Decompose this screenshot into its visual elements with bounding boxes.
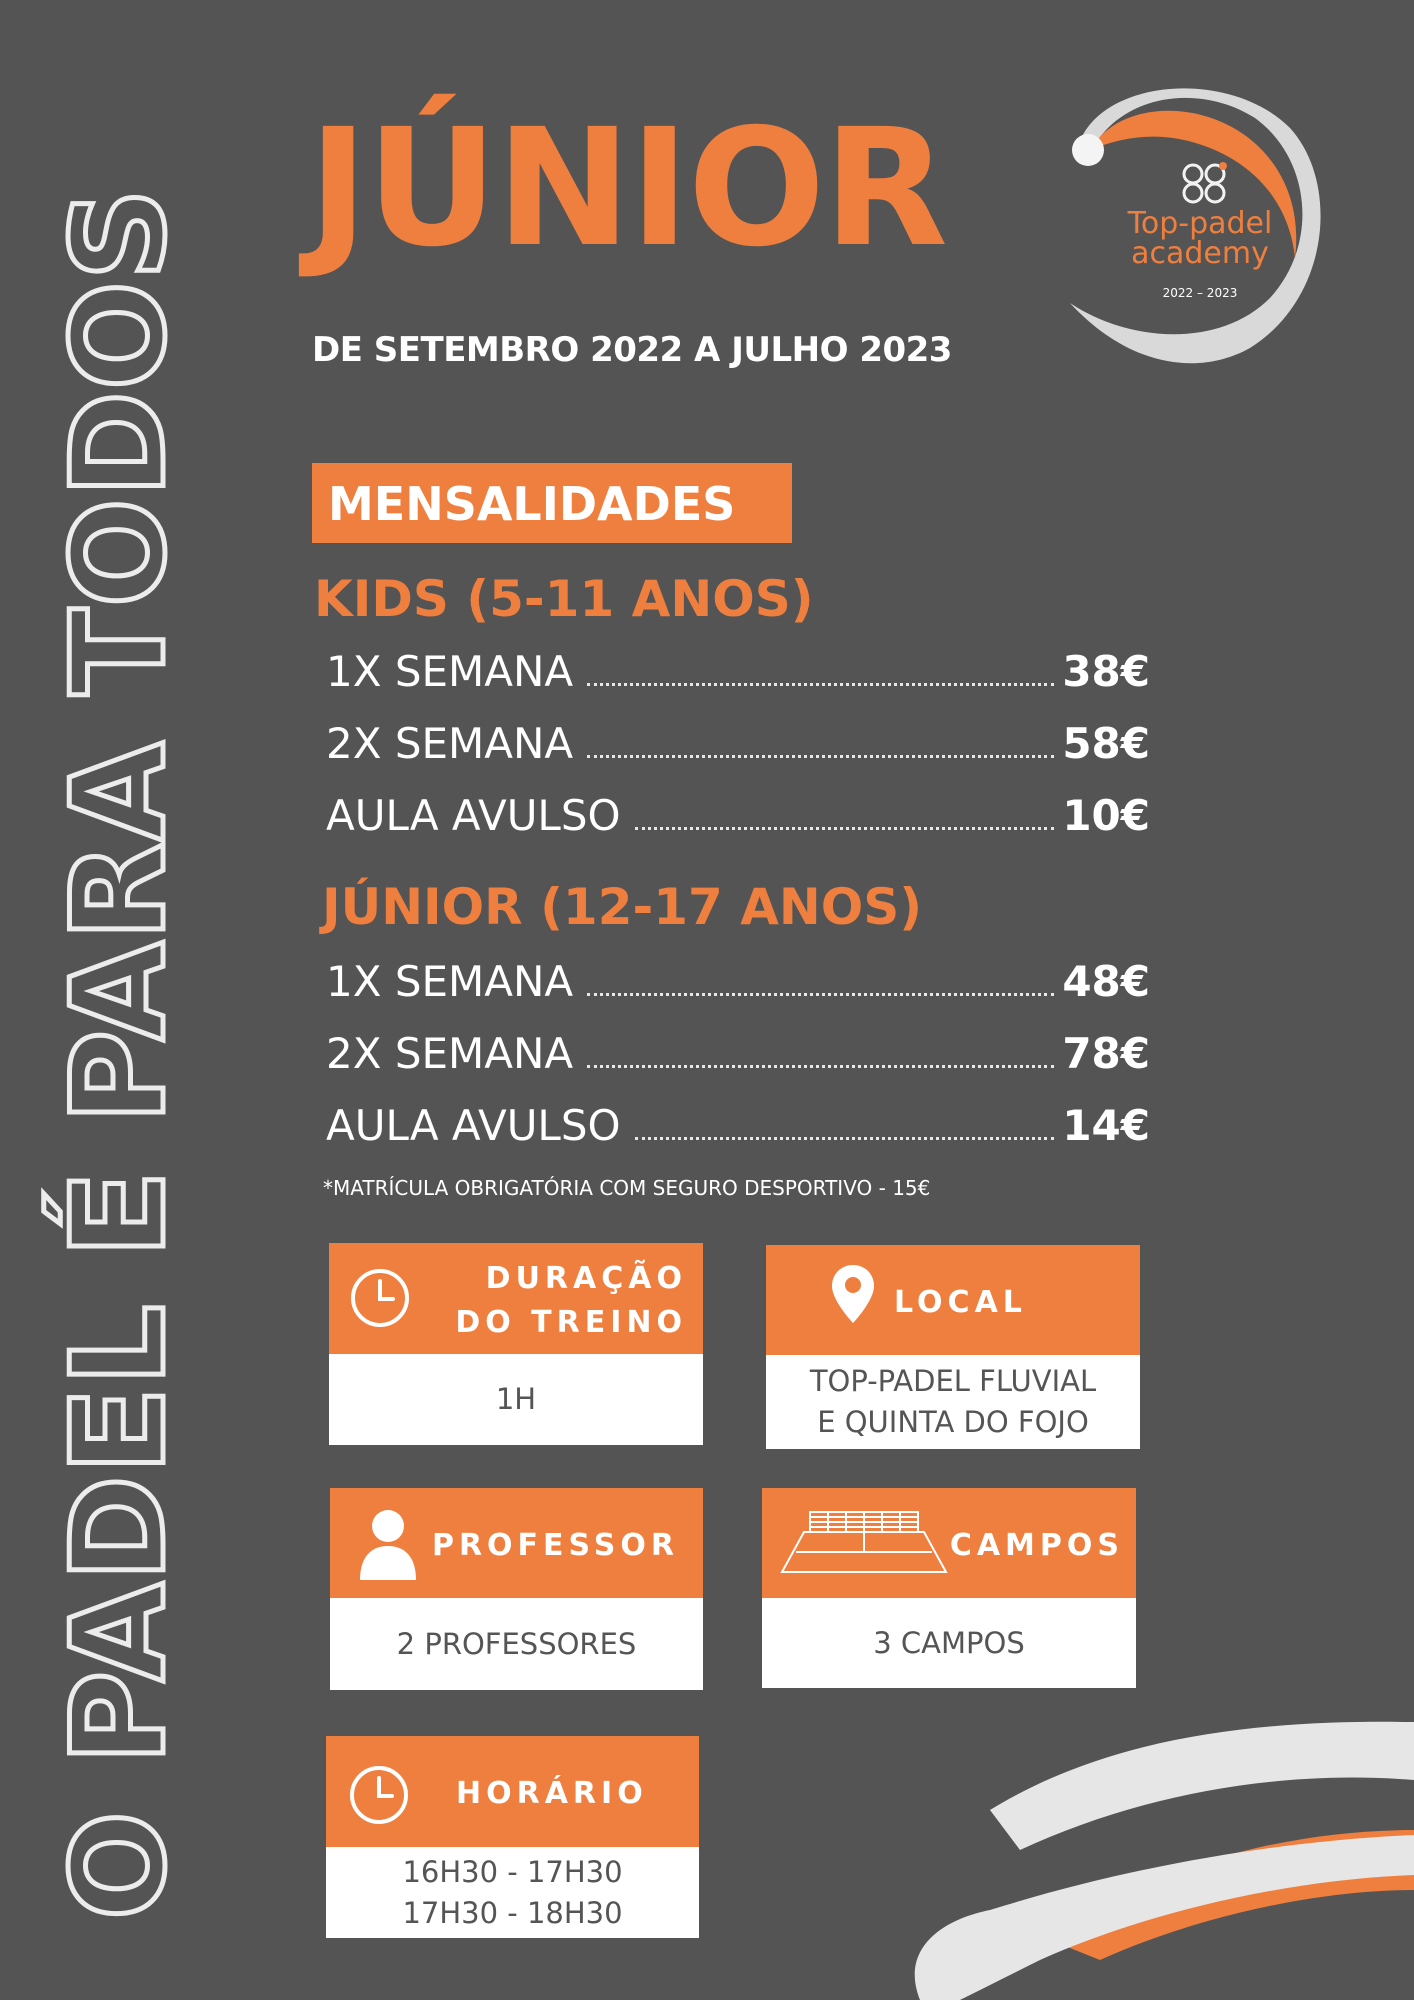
group-title-kids: KIDS (5-11 ANOS): [314, 570, 814, 628]
card-header: [766, 1245, 1140, 1355]
page-title: JÚNIOR: [308, 95, 947, 283]
price-row-label: 2X SEMANA: [326, 719, 574, 768]
card-campos: [762, 1488, 1136, 1688]
price-row-label: 1X SEMANA: [326, 957, 574, 1006]
card-header: [329, 1243, 703, 1354]
card-title: HORÁRIO: [456, 1776, 648, 1811]
mensalidades-badge: [312, 463, 792, 543]
dotted-leader: [587, 755, 1054, 758]
price-row: [326, 784, 1150, 840]
price-row: [326, 950, 1150, 1006]
card-value-line2: E QUINTA DO FOJO: [817, 1405, 1089, 1439]
vertical-slogan: O PADEL É PARA TODOS: [45, 187, 194, 1920]
decorative-swoosh: [900, 1700, 1414, 2000]
padel-court-icon: [774, 1508, 954, 1578]
season-subtitle: DE SETEMBRO 2022 A JULHO 2023: [312, 330, 952, 370]
dotted-leader: [587, 683, 1054, 686]
enrollment-note: *MATRÍCULA OBRIGATÓRIA COM SEGURO DESPORTIVO - 15€: [323, 1176, 931, 1200]
price-row-value: 48€: [1062, 957, 1150, 1006]
card-body: [326, 1847, 699, 1938]
card-value: 2 PROFESSORES: [396, 1626, 637, 1661]
price-row: [326, 640, 1150, 696]
logo-years: 2022 – 2023: [1162, 286, 1238, 300]
card-horario: [326, 1736, 699, 1938]
price-row-value: 14€: [1062, 1101, 1150, 1150]
dotted-leader: [587, 1065, 1054, 1068]
card-duracao: [329, 1243, 703, 1445]
card-body: [762, 1598, 1136, 1688]
mensalidades-label: MENSALIDADES: [328, 477, 736, 531]
card-value-line1: TOP-PADEL FLUVIAL: [809, 1364, 1097, 1399]
card-header: [762, 1488, 1136, 1598]
price-row-value: 10€: [1062, 791, 1150, 840]
card-value-line1: 16H30 - 17H30: [402, 1854, 623, 1889]
price-row-value: 58€: [1062, 719, 1150, 768]
price-row: [326, 1094, 1150, 1150]
price-row-label: 1X SEMANA: [326, 647, 574, 696]
card-title-line2: DO TREINO: [455, 1304, 687, 1340]
location-pin-icon: [830, 1263, 876, 1325]
dotted-leader: [635, 827, 1055, 830]
card-value: 1H: [495, 1382, 537, 1417]
card-header: [330, 1488, 703, 1598]
card-title: PROFESSOR: [431, 1528, 679, 1563]
logo-brand-line1: Top-padel: [1127, 206, 1273, 241]
price-row-label: AULA AVULSO: [326, 1101, 621, 1150]
price-row: [326, 1022, 1150, 1078]
dotted-leader: [635, 1137, 1055, 1140]
card-value-line2: 17H30 - 18H30: [402, 1895, 623, 1930]
card-body: [766, 1355, 1140, 1449]
clock-icon: [349, 1267, 411, 1329]
card-value: 3 CAMPOS: [873, 1625, 1025, 1660]
card-title: LOCAL: [894, 1285, 1027, 1320]
logo-brand-line2: academy: [1131, 236, 1269, 271]
clock-icon: [348, 1764, 410, 1826]
card-professor: [330, 1488, 703, 1690]
dotted-leader: [587, 993, 1054, 996]
card-body: [329, 1354, 703, 1445]
group-title-junior: JÚNIOR (12-17 ANOS): [322, 878, 923, 936]
price-row-label: 2X SEMANA: [326, 1029, 574, 1078]
price-row-value: 38€: [1062, 647, 1150, 696]
card-title-line1: DURAÇÃO: [485, 1261, 687, 1296]
price-row-value: 78€: [1062, 1029, 1150, 1078]
racket-icon: [1184, 165, 1224, 202]
card-body: [330, 1598, 703, 1690]
card-local: [766, 1245, 1140, 1449]
price-row: [326, 712, 1150, 768]
academy-logo: [1060, 58, 1360, 378]
person-icon: [358, 1506, 418, 1582]
card-title: CAMPOS: [949, 1528, 1124, 1563]
price-row-label: AULA AVULSO: [326, 791, 621, 840]
card-title: [455, 1257, 687, 1344]
card-header: [326, 1736, 699, 1847]
